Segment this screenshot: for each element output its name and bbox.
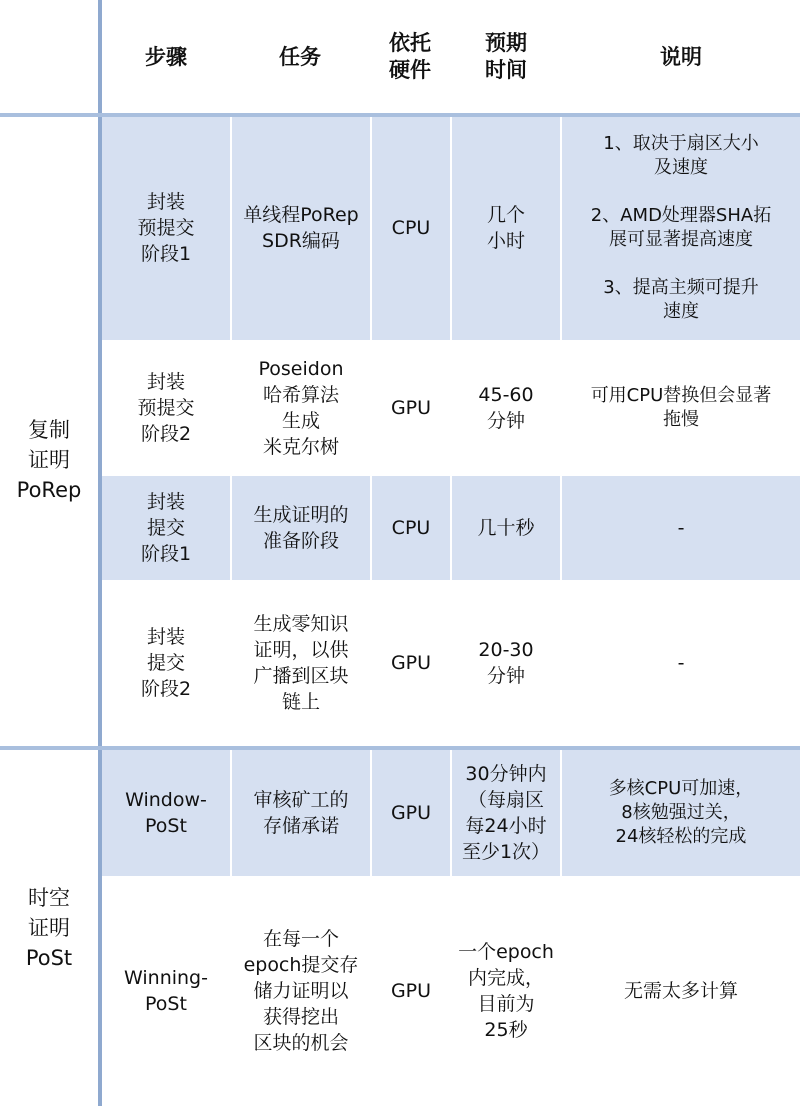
row-4-note: - — [677, 652, 685, 674]
header-note: 说明 — [660, 44, 702, 69]
row-3-hardware: CPU — [372, 476, 450, 580]
row-6-note: 无需太多计算 — [623, 980, 738, 1002]
row-1-note: 1、取决于扇区大小 及速度 2、AMD处理器SHA拓 展可显著提高速度 3、提高主频可提升 速度 — [562, 116, 800, 340]
row-2-step: 封装 预提交 阶段2 — [137, 371, 195, 445]
table-left-border — [98, 0, 102, 1106]
row-1-hardware: CPU — [372, 116, 450, 340]
header-hardware: 依托 硬件 — [389, 31, 431, 82]
row-2-task: Poseidon 哈希算法 生成 米克尔树 — [258, 358, 344, 458]
header-step: 步骤 — [145, 44, 187, 69]
row-5-time: 30分钟内 （每扇区 每24小时 至少1次） — [452, 750, 560, 876]
row-1-time: 几个 小时 — [452, 116, 560, 340]
row-6-step: Winning- PoSt — [124, 967, 208, 1015]
row-3-task: 生成证明的 准备阶段 — [232, 476, 370, 580]
row-6-hardware: GPU — [390, 980, 432, 1002]
row-5-note: 多核CPU可加速， 8核勉强过关， 24核轻松的完成 — [562, 750, 800, 876]
group-label-porep: 复制 证明 PoRep — [16, 418, 82, 502]
row-3-time: 几十秒 — [452, 476, 560, 580]
row-4-task: 生成零知识 证明，以供 广播到区块 链上 — [253, 613, 349, 713]
row-1-task: 单线程PoRep SDR编码 — [232, 116, 370, 340]
row-1-step: 封装 预提交 阶段1 — [102, 116, 230, 340]
row-3-step: 封装 提交 阶段1 — [102, 476, 230, 580]
header-time: 预期 时间 — [485, 31, 527, 82]
row-4-hardware: GPU — [390, 652, 432, 674]
header-separator — [0, 113, 800, 117]
header-task: 任务 — [279, 44, 321, 69]
row-2-note: 可用CPU替换但会显著 拖慢 — [590, 385, 772, 430]
row-6-task: 在每一个 epoch提交存 储力证明以 获得挖出 区块的机会 — [243, 928, 359, 1054]
group-label-post: 时空 证明 PoSt — [25, 886, 73, 970]
row-6-time: 一个epoch 内完成， 目前为 25秒 — [458, 941, 554, 1041]
row-2-time: 45-60 分钟 — [478, 384, 534, 432]
group-separator — [0, 746, 800, 750]
row-3-note: - — [562, 476, 800, 580]
row-5-task: 审核矿工的 存储承诺 — [232, 750, 370, 876]
row-5-hardware: GPU — [372, 750, 450, 876]
row-2-hardware: GPU — [390, 397, 432, 419]
row-4-time: 20-30 分钟 — [478, 639, 534, 687]
row-5-step: Window- PoSt — [102, 750, 230, 876]
row-4-step: 封装 提交 阶段2 — [140, 626, 192, 700]
